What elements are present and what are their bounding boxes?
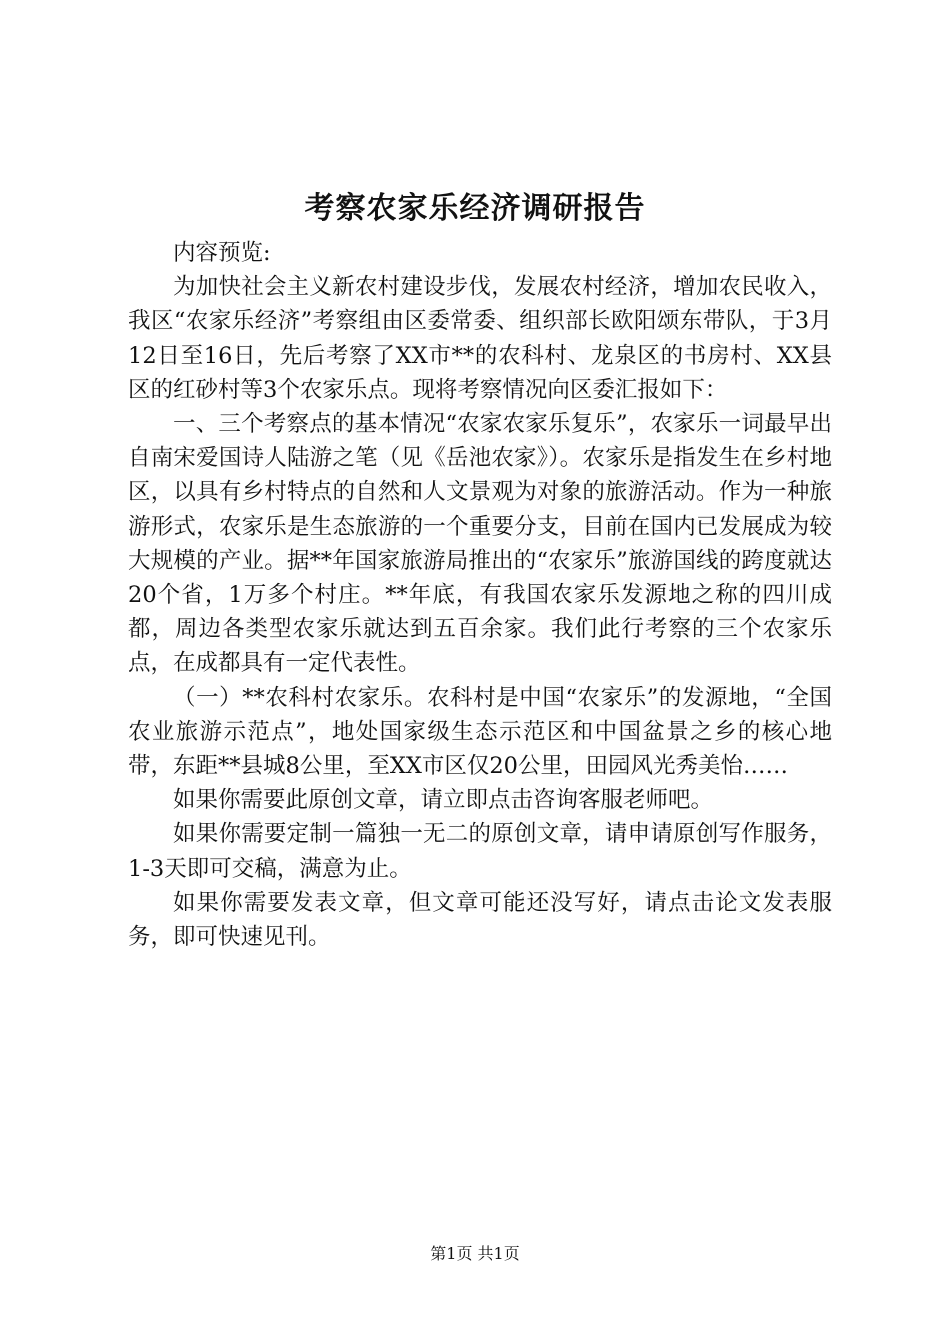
paragraph-section-one: 一、三个考察点的基本情况“农家农家乐复乐”，农家乐一词最早出自南宋爱国诗人陆游之笔（见《岳池农家》）。农家乐是指发生在乡村地区，以具有乡村特点的自然和人文景观为对象的旅游活动。作为一种旅游形式，农家乐是生态旅游的一个重要分支，目前在国内已发展成为较大规模的产业。据**年国家旅游局推出的“农家乐”旅游国线的跨度就达20个省，1万多个村庄。**年底，有我国农家乐发源地之称的四川成都，周边各类型农家乐就达到五百余家。我们此行考察的三个农家乐点，在成都具有一定代表性。: [128, 411, 832, 677]
paragraph-consult-notice: 如果你需要此原创文章，请立即点击咨询客服老师吧。: [173, 787, 714, 814]
document-body: [128, 236, 832, 954]
paragraph-intro: 为加快社会主义新农村建设步伐，发展农村经济，增加农民收入，我区“农家乐经济”考察组由区委常委、组织部长欧阳颂东带队，于3月12日至16日，先后考察了XX市**的农科村、龙泉区的书房村、XX县区的红砂村等3个农家乐点。现将考察情况向区委汇报如下：: [128, 274, 832, 403]
preview-label: 内容预览:: [173, 240, 271, 266]
page-footer: 第1页 共1页: [430, 1244, 520, 1263]
paragraph-custom-writing-notice: 如果你需要定制一篇独一无二的原创文章，请申请原创写作服务，1-3天即可交稿，满意为止。: [128, 821, 832, 882]
paragraph-nongke-village: （一）**农科村农家乐。农科村是中国“农家乐”的发源地，“全国农业旅游示范点”，地处国家级生态示范区和中国盆景之乡的核心地带，东距**县城8公里，至XX市区仅20公里，田园风光秀美怡……: [128, 684, 832, 780]
document-title: 考察农家乐经济调研报告: [304, 191, 646, 226]
paragraph-publish-notice: 如果你需要发表文章，但文章可能还没写好，请点击论文发表服务，即可快速见刊。: [128, 889, 832, 951]
